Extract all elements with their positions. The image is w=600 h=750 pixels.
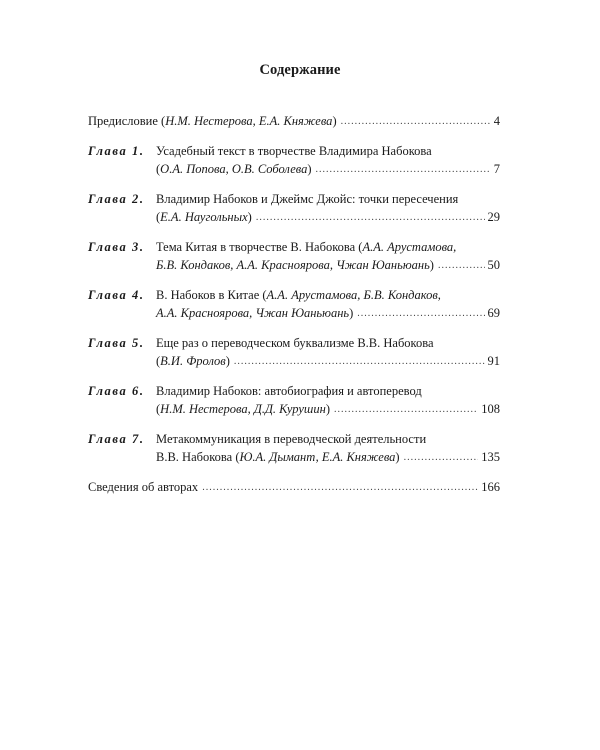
toc-line <box>88 190 500 208</box>
toc-line <box>88 334 500 352</box>
toc-entry <box>88 112 500 132</box>
entry-title: Еще раз о переводческом буквализме В.В. Набокова <box>156 336 434 350</box>
entry-title: В.В. Набокова ( <box>156 450 240 464</box>
toc-line <box>88 304 500 324</box>
entry-authors: Н.М. Нестерова, Д.Д. Курушин <box>160 402 326 416</box>
toc-line <box>88 160 500 180</box>
page-number: 7 <box>493 162 500 176</box>
toc-text <box>88 112 337 130</box>
toc-text <box>156 190 458 208</box>
chapter-label: Глава 6. <box>88 384 145 398</box>
toc-line <box>88 286 500 304</box>
entry-title: Метакоммуникация в переводческой деятельности <box>156 432 427 446</box>
entry-authors: Н.М. Нестерова, Е.А. Княжева <box>165 114 333 128</box>
dot-leader <box>234 353 485 371</box>
toc-text <box>156 352 230 370</box>
toc-entry <box>88 190 500 228</box>
toc-text <box>156 256 434 274</box>
toc-line <box>88 478 500 498</box>
table-of-contents <box>88 112 500 498</box>
entry-authors: О.А. Попова, О.В. Соболева <box>160 162 308 176</box>
page-number: 4 <box>493 114 500 128</box>
toc-text <box>156 238 456 256</box>
entry-authors: В.И. Фролов <box>160 354 226 368</box>
entry-closing: ) <box>247 210 252 224</box>
toc-line <box>88 448 500 468</box>
toc-entry <box>88 334 500 372</box>
entry-authors: Б.В. Кондаков, А.А. Краснoярова, Чжан Юаньюань <box>156 258 430 272</box>
toc-line <box>88 142 500 160</box>
dot-leader <box>357 305 484 323</box>
toc-line <box>88 208 500 228</box>
entry-title: Предисловие ( <box>88 114 166 128</box>
page-number: 50 <box>487 258 500 272</box>
entry-authors: Е.А. Наугольных <box>160 210 248 224</box>
entry-title: ( <box>156 210 161 224</box>
toc-entry <box>88 142 500 180</box>
entry-title: В. Набоков в Китае ( <box>156 288 267 302</box>
toc-text <box>156 430 426 448</box>
chapter-label: Глава 7. <box>88 432 145 446</box>
entry-title: Тема Китая в творчестве В. Набокова ( <box>156 240 363 254</box>
entry-closing: ) <box>307 162 312 176</box>
toc-text <box>156 400 330 418</box>
chapter-label: Глава 1. <box>88 144 145 158</box>
entry-authors: А.А. Арустамова, <box>362 240 457 254</box>
page-title: Содержание <box>259 62 341 78</box>
toc-line <box>88 400 500 420</box>
entry-title: Владимир Набоков: автобиография и автоперевод <box>156 384 422 398</box>
page-number: 91 <box>487 354 500 368</box>
toc-line <box>88 382 500 400</box>
entry-title: ( <box>156 162 161 176</box>
toc-text <box>156 448 400 466</box>
entry-closing: ) <box>332 114 337 128</box>
entry-closing: ) <box>349 306 354 320</box>
dot-leader <box>202 479 478 497</box>
entry-closing: ) <box>429 258 434 272</box>
page-number: 108 <box>481 402 500 416</box>
entry-title: ( <box>156 354 161 368</box>
page-number: 69 <box>487 306 500 320</box>
entry-authors: А.А. Красноярова, Чжан Юаньюань <box>156 306 350 320</box>
dot-leader <box>438 257 485 275</box>
dot-leader <box>256 209 485 227</box>
page-number: 29 <box>487 210 500 224</box>
toc-text <box>88 478 198 496</box>
toc-line <box>88 430 500 448</box>
toc-text <box>156 208 252 226</box>
toc-line <box>88 256 500 276</box>
toc-line <box>88 112 500 132</box>
entry-title: Владимир Набоков и Джеймс Джойс: точки пересечения <box>156 192 459 206</box>
dot-leader <box>404 449 479 467</box>
toc-entry <box>88 430 500 468</box>
entry-title: ( <box>156 402 161 416</box>
chapter-label: Глава 2. <box>88 192 145 206</box>
toc-entry <box>88 382 500 420</box>
chapter-label: Глава 3. <box>88 240 145 254</box>
toc-text <box>156 160 312 178</box>
toc-line <box>88 238 500 256</box>
toc-entry <box>88 286 500 324</box>
dot-leader <box>316 161 491 179</box>
entry-title: Усадебный текст в творчестве Владимира Набокова <box>156 144 432 158</box>
entry-title: Сведения об авторах <box>88 480 199 494</box>
dot-leader <box>341 113 491 131</box>
chapter-label: Глава 5. <box>88 336 145 350</box>
toc-entry <box>88 478 500 498</box>
toc-text <box>156 286 441 304</box>
toc-text <box>156 142 432 160</box>
chapter-label: Глава 4. <box>88 288 145 302</box>
entry-authors: Ю.А. Дымант, Е.А. Княжева <box>239 450 396 464</box>
page-number: 135 <box>481 450 500 464</box>
dot-leader <box>334 401 478 419</box>
entry-closing: ) <box>395 450 400 464</box>
entry-closing: ) <box>325 402 330 416</box>
toc-text <box>156 382 422 400</box>
toc-text <box>156 334 434 352</box>
entry-authors: А.А. Арустамова, Б.В. Кондаков, <box>266 288 441 302</box>
toc-entry <box>88 238 500 276</box>
toc-line <box>88 352 500 372</box>
toc-text <box>156 304 353 322</box>
entry-closing: ) <box>225 354 230 368</box>
page-number: 166 <box>481 480 500 494</box>
